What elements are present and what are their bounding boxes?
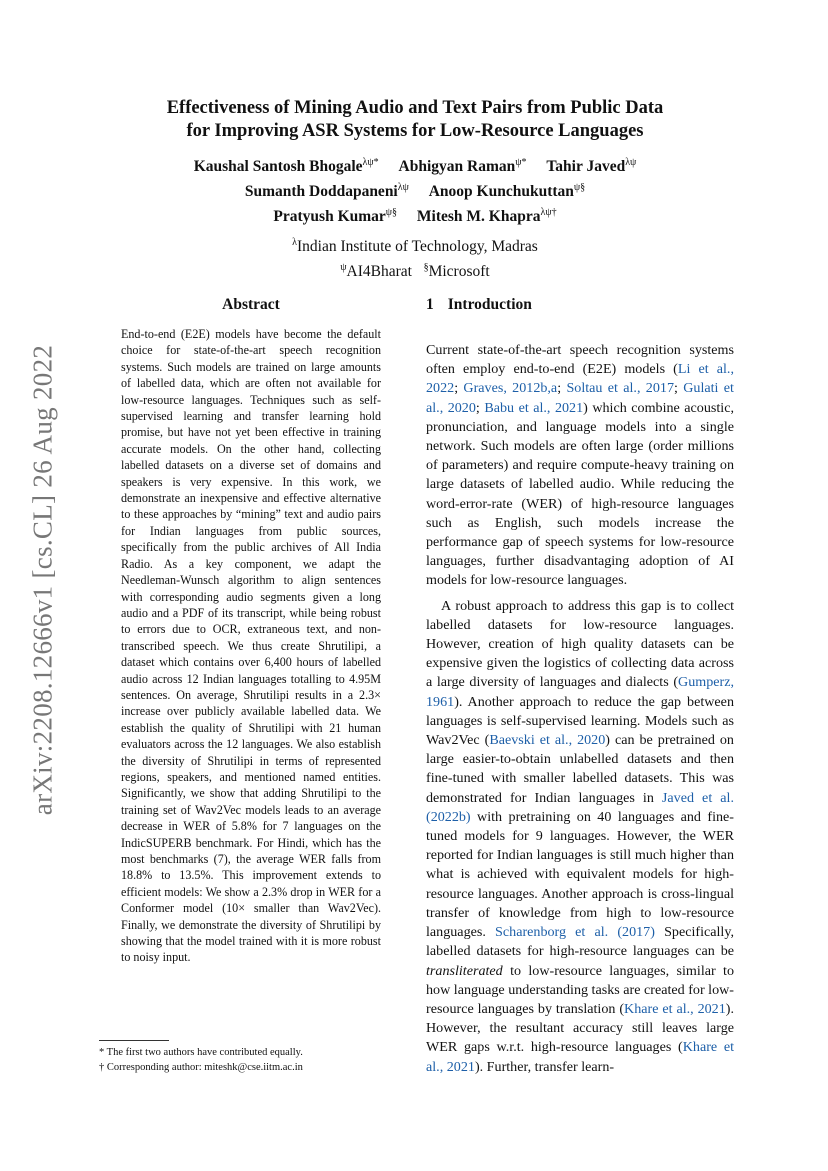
citation-link[interactable]: Baevski et al., 2020	[489, 732, 606, 749]
abstract-section	[121, 296, 381, 966]
author: Kaushal Santosh Bhogale$^{\lambda\psi*}$	[193, 157, 379, 176]
author: Pratyush Kumar$^{\psi\S}$	[273, 207, 398, 226]
citation-link[interactable]: Khare et al., 2021	[624, 1000, 726, 1017]
paragraph-text: ). Further, transfer learn-	[474, 1058, 615, 1075]
paragraph-text: ;	[674, 380, 684, 397]
paragraph-text: ). However, the resultant accuracy still leaves large WER gaps w.r.t. high-resource languages (	[426, 1000, 734, 1056]
paragraph-text: ;	[454, 380, 464, 397]
arxiv-identifier-stamp	[22, 300, 64, 860]
section-number: 1	[426, 296, 434, 313]
citation-link[interactable]: Gumperz, 1961	[426, 674, 734, 710]
introduction-section	[426, 296, 734, 1083]
section-title: Introduction	[447, 296, 532, 313]
citation-link[interactable]: Babu et al., 2021	[484, 399, 584, 416]
author-block	[90, 152, 740, 227]
affiliation-line-2: $^\psi$AI4Bharat §Microsoft	[340, 262, 490, 281]
author: Mitesh M. Khapra$^{\lambda\psi\dagger}$	[416, 207, 557, 226]
paragraph-text: ). Another approach to reduce the gap between languages is self-supervised learning. Models such as Wav2Vec (	[426, 693, 734, 749]
paragraph-text: ;	[475, 399, 485, 416]
author-line-2	[90, 177, 740, 202]
introduction-heading	[426, 296, 734, 314]
footnote-corresponding-author: † Corresponding author: miteshk@cse.iitm.ac.in	[99, 1062, 303, 1073]
paragraph-text: ) which combine acoustic, pronunciation, and language models into a single network. Such models are often large (order millions of parameters) and require compute-heavy training on large datasets of labelled audio. While reducing the word-error-rate (WER) of high-resource languages such as English, such models increase the performance gap of speech systems for low-resource languages, further disadvantaging adoption of AI models for low-resource languages.	[426, 399, 734, 589]
citation-link[interactable]: Gulati et al., 2020	[426, 380, 734, 416]
paragraph-text: Specifically, labelled datasets for high-resource languages can be	[426, 924, 734, 960]
citation-link[interactable]: Soltau et al., 2017	[566, 380, 674, 397]
author: Anoop Kunchukuttan$^{\psi\S}$	[428, 182, 586, 201]
affiliation-line-1: $^\lambda$Indian Institute of Technology, Madras	[292, 237, 538, 256]
paragraph-text: with pretraining on 40 languages and fine-tuned models for 9 languages. However, the WER reported for Indian languages is still much higher than what is achieved with equivalent models for high-resource languages. Another approach is cross-lingual transfer of knowledge from high to low-resource languages.	[426, 808, 734, 941]
introduction-paragraph-1	[426, 341, 734, 591]
introduction-paragraph-2	[426, 597, 734, 1077]
paragraph-text: ;	[557, 380, 567, 397]
title-line-1: Effectiveness of Mining Audio and Text Pairs from Public Data	[166, 98, 664, 118]
abstract-text: End-to-end (E2E) models have become the default choice for state-of-the-art speech recognition systems. Such models are trained on large amounts of labelled data, which are often not available for low-resource languages. Techniques such as self-supervised learning and transfer learning hold promise, but have not yet been effective in training accurate models. On the other hand, collecting labelled datasets on a diverse set of domains and speakers is very expensive. In this work, we demonstrate an inexpensive and effective alternative to these approaches by “mining” text and audio pairs for Indian languages from public sources, specifically from the public archives of All India Radio. As a key component, we adapt the Needleman-Wunsch algorithm to align sentences with corresponding audio segments given a long audio and a PDF of its transcript, while being robust to errors due to OCR, extraneous text, and non-transcribed speech. We thus create Shrutilipi, a dataset which contains over 6,400 hours of labelled audio across 12 Indian languages totalling to 4.95M sentences. On average, Shrutilipi results in a 2.3× increase over publicly available labelled data. We establish the quality of Shrutilipi with 21 human evaluators across the 12 languages. We also establish the diversity of Shrutilipi in terms of represented regions, speakers, and mentioned named entities. Significantly, we show that adding Shrutilipi to the training set of Wav2Vec models leads to an average decrease in WER of 5.8% for 7 languages on the IndicSUPERB benchmark. For Hindi, which has the most benchmarks (7), the average WER falls from 18.8% to 13.5%. This improvement extends to efficient models: We show a 2.3% drop in WER for a Conformer model (10× smaller than Wav2Vec). Finally, we demonstrate the diversity of Shrutilipi by showing that the model trained with it is more robust to noisy input.	[121, 327, 381, 965]
paragraph-text: to low-resource languages, similar to how language understanding tasks are created for low-resource languages by translation (	[426, 962, 734, 1017]
citation-link[interactable]: Scharenborg et al. (2017)	[495, 924, 655, 941]
paragraph-text: Current state-of-the-art speech recognition systems often employ end-to-end (E2E) models (	[426, 342, 734, 378]
citation-link[interactable]: Javed et al. (2022b)	[426, 789, 734, 825]
author: Tahir Javed$^{\lambda\psi}$	[546, 157, 637, 176]
footnotes	[99, 1040, 389, 1075]
citation-link[interactable]: Graves, 2012b,a	[463, 380, 558, 397]
author: Abhigyan Raman$^{\psi*}$	[398, 157, 527, 176]
footnote-rule	[99, 1040, 169, 1041]
citation-link[interactable]: Li et al., 2022	[426, 361, 734, 397]
affiliations	[90, 232, 740, 282]
emphasized-term: transliterated	[426, 962, 503, 979]
title-line-2: for Improving ASR Systems for Low-Resource Languages	[186, 121, 644, 141]
citation-link[interactable]: Khare et al., 2021	[426, 1039, 734, 1075]
footnote-equal-contribution: * The first two authors have contributed equally.	[99, 1047, 303, 1058]
author-line-3	[90, 202, 740, 227]
paragraph-text: A robust approach to address this gap is to collect labelled datasets for low-resource languages. However, creation of high quality datasets can be expensive given the logistics of collecting data across a large diversity of languages and dialects (	[426, 597, 734, 691]
paragraph-text: ) can be pretrained on large easier-to-obtain unlabelled datasets and then fine-tuned with smaller labelled datasets. This was demonstrated for Indian languages in	[426, 732, 734, 806]
arxiv-identifier-text: arXiv:2208.12666v1 [cs.CL] 26 Aug 2022	[27, 344, 58, 816]
abstract-heading: Abstract	[222, 296, 280, 313]
author-line-1	[90, 152, 740, 177]
author: Sumanth Doddapaneni$^{\lambda\psi}$	[244, 182, 409, 201]
paper-title	[90, 97, 740, 143]
